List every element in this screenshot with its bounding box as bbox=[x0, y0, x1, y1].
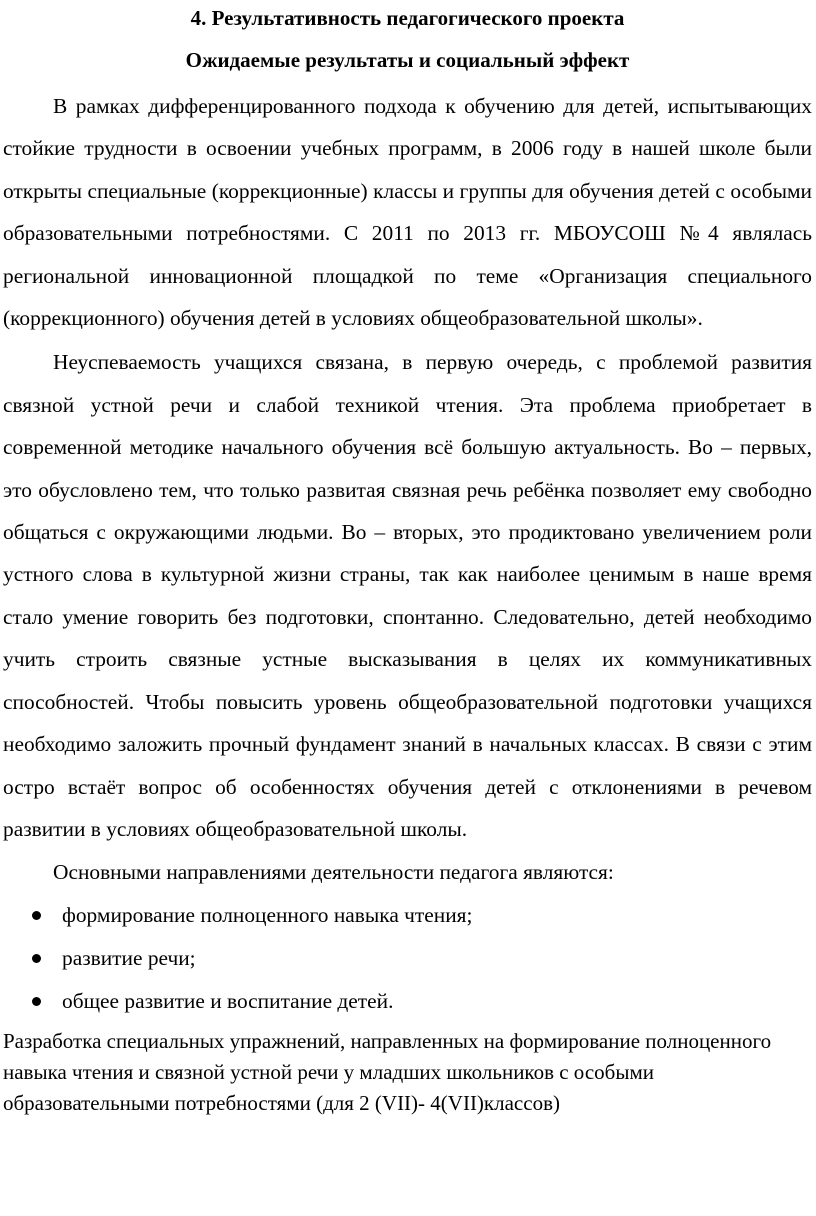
bullet-icon bbox=[32, 997, 41, 1006]
bullet-list bbox=[3, 894, 812, 1023]
paragraph-1: В рамках дифференцированного подхода к обучению для детей, испытывающих стойкие трудности в освоении учебных программ, в 2006 году в нашей школе были открыты специальные (коррекционные) классы и группы для обучения детей с особыми образовательными потребностями. С 2011 по 2013 гг. МБОУСОШ №4 являлась региональной инновационной площадкой по теме «Организация специального (коррекционного) обучения детей в условиях общеобразовательной школы». bbox=[3, 94, 812, 331]
list-item-text: формирование полноценного навыка чтения; bbox=[62, 902, 473, 927]
list-item bbox=[3, 937, 812, 980]
list-item bbox=[3, 980, 812, 1023]
list-item-text: общее развитие и воспитание детей. bbox=[62, 988, 394, 1013]
paragraph-2: Неуспеваемость учащихся связана, в первую очередь, с проблемой развития связной устной речи и слабой техникой чтения. Эта проблема приобретает в современной методике начального обучения всё большую актуальность. Во – первых, это обусловлено тем, что только развитая связная речь ребёнка позволяет ему свободно общаться с окружающими людьми. Во – вторых, это продиктовано увеличением роли устного слова в культурной жизни страны, так как наиболее ценимым в наше время стало умение говорить без подготовки, спонтанно. Следовательно, детей необходимо учить строить связные устные высказывания в целях их коммуникативных способностей. Чтобы повысить уровень общеобразовательной подготовки учащихся необходимо заложить прочный фундамент знаний в начальных классах. В связи с этим остро встаёт вопрос об особенностях обучения детей с отклонениями в речевом развитии в условиях общеобразовательной школы. bbox=[3, 350, 812, 841]
bullet-icon bbox=[32, 911, 41, 920]
subtitle: Ожидаемые результаты и социальный эффект bbox=[185, 48, 630, 72]
bullet-icon bbox=[32, 954, 41, 963]
closing-paragraph: Разработка специальных упражнений, направленных на формирование полноценного навыка чтения и связной устной речи у младших школьников с особыми образовательными потребностями (для 2 (VII)- 4(VII)классов) bbox=[3, 1028, 772, 1115]
paragraph-3: Основными направлениями деятельности педагога являются: bbox=[53, 860, 614, 885]
section-title: 4. Результативность педагогического проекта bbox=[190, 6, 625, 30]
list-item bbox=[3, 894, 812, 937]
list-item-text: развитие речи; bbox=[62, 945, 196, 970]
